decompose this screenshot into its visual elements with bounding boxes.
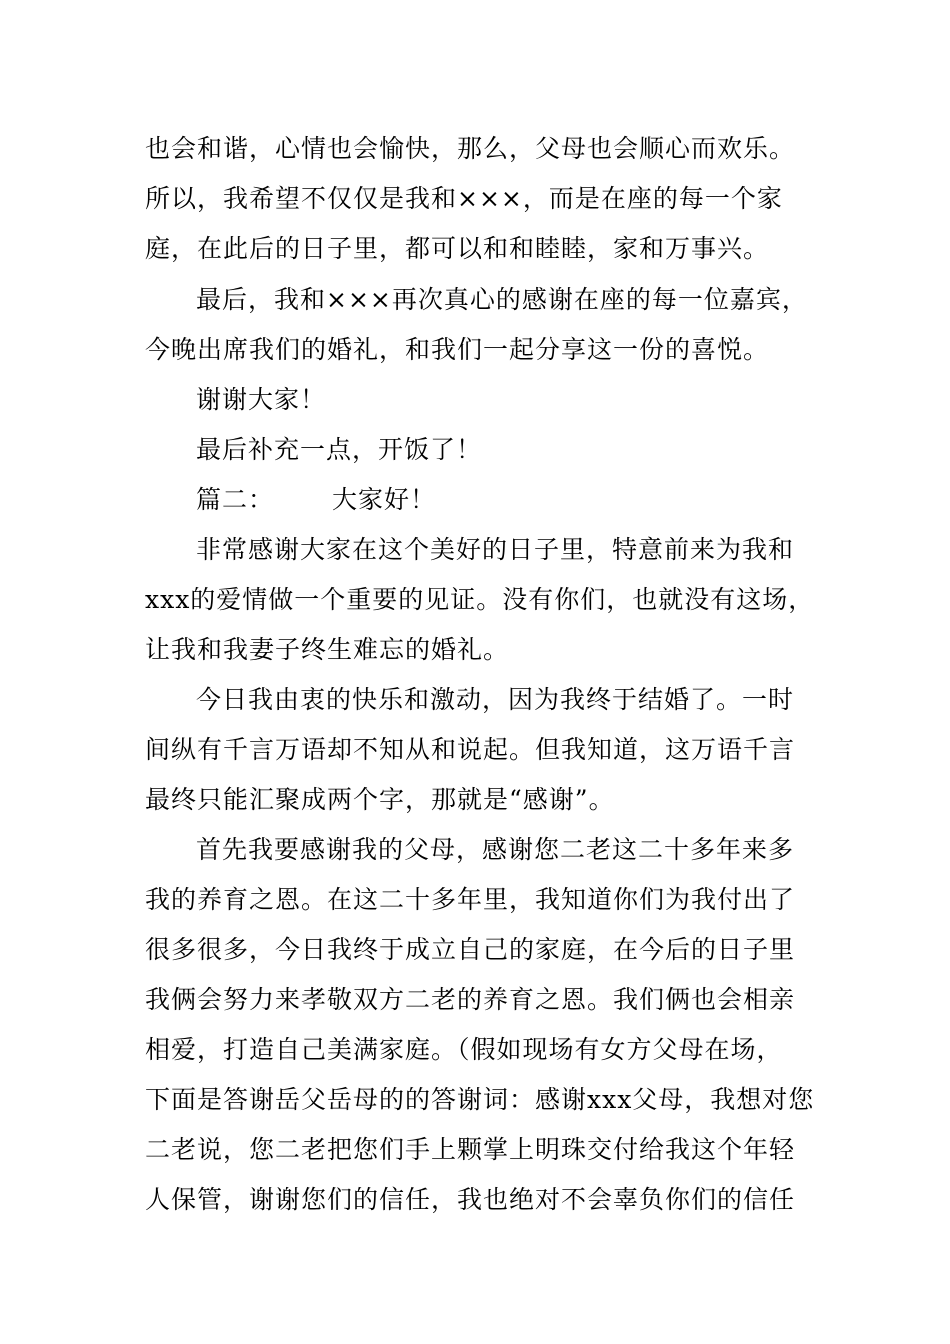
paragraph-line: 谢谢大家！ [196, 385, 327, 414]
paragraph-line: 今日我由衷的快乐和激动，因为我终于结婚了。一时 [196, 685, 795, 714]
paragraph-line: 下面是答谢岳父岳母的的答谢词：感谢xxx父母，我想对您 [145, 1085, 815, 1114]
paragraph-line: 人保管，谢谢您们的信任，我也绝对不会辜负你们的信任 [145, 1185, 796, 1214]
paragraph-line: 最后补充一点，开饭了！ [196, 435, 483, 464]
paragraph-line: 首先我要感谢我的父母，感谢您二老这二十多年来多 [196, 835, 795, 864]
paragraph-line: 让我和我妻子终生难忘的婚礼。 [145, 635, 510, 664]
paragraph-line: 所以，我希望不仅仅是我和×××，而是在座的每一个家 [145, 184, 783, 213]
paragraph-line: 庭，在此后的日子里，都可以和和睦睦，家和万事兴。 [145, 234, 770, 263]
paragraph-line: 间纵有千言万语却不知从和说起。但我知道，这万语千言 [145, 735, 796, 764]
paragraph-line: 最后，我和×××再次真心的感谢在座的每一位嘉宾， [196, 285, 808, 314]
section-heading [196, 484, 436, 516]
greeting-text: 大家好！ [332, 485, 437, 514]
paragraph-line: 最终只能汇聚成两个字，那就是“感谢”。 [145, 785, 615, 814]
paragraph-line: 也会和谐，心情也会愉快，那么，父母也会顺心而欢乐。 [145, 134, 796, 163]
paragraph-line: xxx的爱情做一个重要的见证。没有你们，也就没有这场， [145, 585, 815, 614]
paragraph-line: 我俩会努力来孝敬双方二老的养育之恩。我们俩也会相亲 [145, 985, 796, 1014]
paragraph-line: 很多很多，今日我终于成立自己的家庭，在今后的日子里 [145, 935, 796, 964]
paragraph-line: 非常感谢大家在这个美好的日子里，特意前来为我和 [196, 535, 795, 564]
paragraph-line: 二老说，您二老把您们手上颗掌上明珠交付给我这个年轻 [145, 1135, 796, 1164]
paragraph-line: 我的养育之恩。在这二十多年里，我知道你们为我付出了 [145, 885, 796, 914]
paragraph-line: 相爱，打造自己美满家庭。（假如现场有女方父母在场， [145, 1035, 783, 1064]
paragraph-line: 今晚出席我们的婚礼，和我们一起分享这一份的喜悦。 [145, 335, 770, 364]
section-label: 篇二： [196, 485, 275, 514]
